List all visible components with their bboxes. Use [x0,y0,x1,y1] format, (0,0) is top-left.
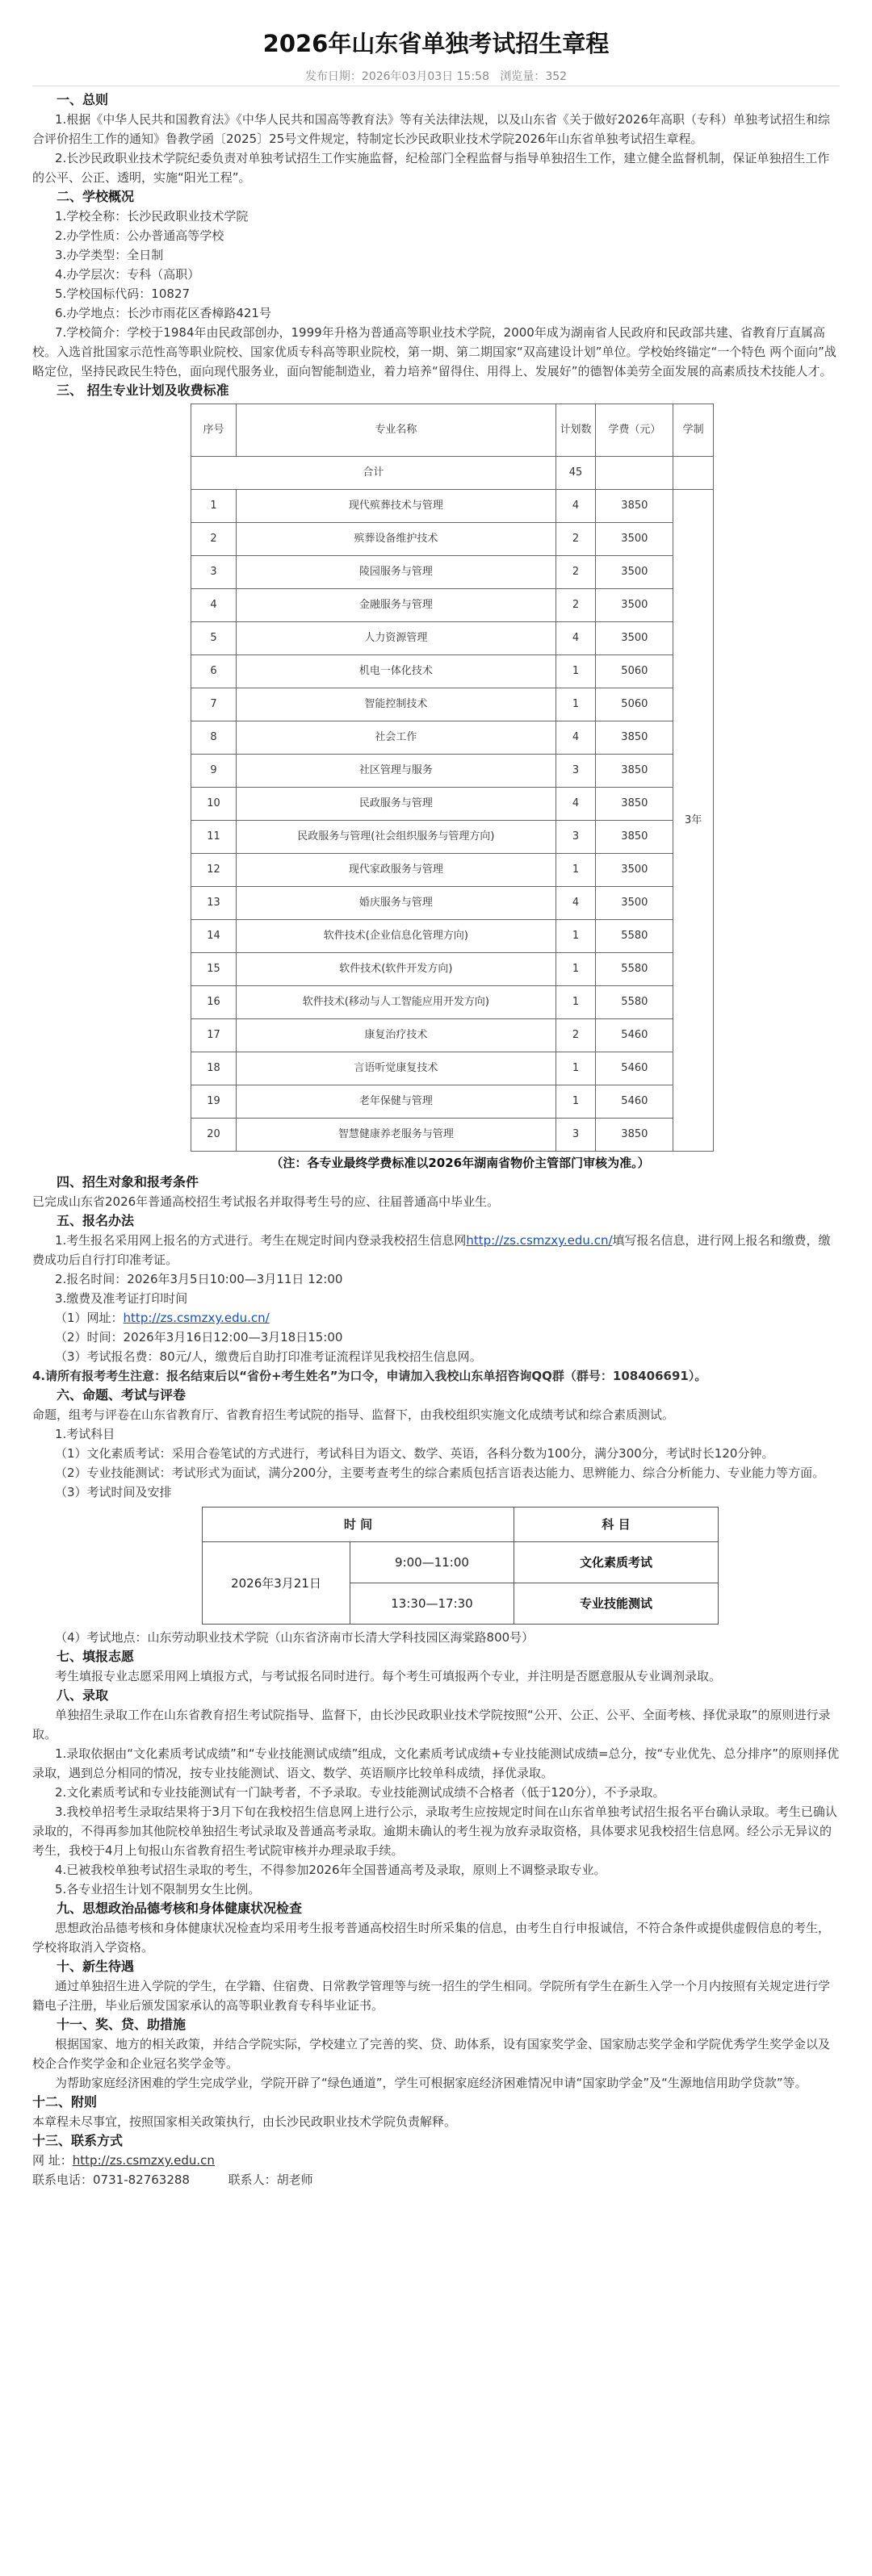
row-plan: 1 [555,655,596,688]
section-heading: 三、 招生专业计划及收费标准 [57,383,229,398]
row-plan: 1 [555,953,596,986]
row-no: 4 [191,589,237,622]
row-plan: 4 [555,788,596,821]
row-name: 老年保健与管理 [236,1085,555,1119]
article-meta [0,68,872,84]
row-fee: 5460 [596,1019,673,1052]
paragraph: 根据国家、地方的相关政策，并结合学院实际，学校建立了完善的奖、贷、助体系，设有国家奖学金、国家励志奖学金和学院优秀学生奖学金以及校企合作奖学金和企业冠名奖学金等。 [32,2037,831,2071]
paragraph: （4）考试地点：山东劳动职业技术学院（山东省济南市长清大学科技园区海棠路800号） [55,1630,535,1645]
row-name: 言语听觉康复技术 [236,1052,555,1085]
school-info-item: 2.办学性质：公办普通高等学校 [55,228,224,243]
row-no: 13 [191,887,237,920]
row-name: 软件技术(企业信息化管理方向) [236,920,555,953]
paragraph: 思想政治品德考核和身体健康状况检查均采用考生报考普通高校招生时所采集的信息，由考生自行申报诚信，不符合条件或提供虚假信息的考生，学校将取消入学资格。 [32,1921,831,1955]
row-no: 17 [191,1019,237,1052]
paragraph: 2.报名时间：2026年3月5日10:00—3月11日 12:00 [55,1272,343,1286]
table-row [191,986,714,1019]
enrollment-plan-table [191,404,714,1152]
exam-schedule-table [202,1507,719,1625]
section-heading: 十、新生待遇 [57,1959,135,1974]
exam-slot: 13:30—17:30 [350,1583,514,1625]
row-plan: 3 [555,821,596,854]
paragraph: 为帮助家庭经济困难的学生完成学业，学院开辟了“绿色通道”，学生可根据家庭经济困难情况申请“国家助学金”及“生源地信用助学贷款”等。 [55,2076,807,2090]
row-name: 金融服务与管理 [236,589,555,622]
row-name: 社区管理与服务 [236,755,555,788]
paragraph: 命题，组考与评卷在山东省教育厅、省教育招生考试院的指导、监督下，由我校组织实施文化成绩考试和综合素质测试。 [32,1407,675,1422]
school-info-item: 6.办学地点：长沙市雨花区香樟路421号 [55,306,271,320]
paragraph: 2.长沙民政职业技术学院纪委负责对单独考试招生工作实施监督，纪检部门全程监督与指导单独招生工作，建立健全监督机制，保证单独招生工作的公平、公正、透明，实施“阳光工程”。 [32,151,830,185]
row-no: 18 [191,1052,237,1085]
qq-group-notice: 4.请所有报考考生注意：报名结束后以“省份+考生姓名”为口令，申请加入我校山东单招咨询QQ群（群号：108406691）。 [32,1369,707,1383]
total-plan: 45 [555,457,596,490]
row-no: 20 [191,1119,237,1152]
row-name: 现代家政服务与管理 [236,854,555,887]
table-row [191,556,714,589]
paragraph: 1.根据《中华人民共和国教育法》《中华人民共和国高等教育法》等有关法律法规，以及山东省《关于做好2026年高职（专科）单独考试招生和综合评价招生工作的通知》鲁教学函〔2025〕25号文件规定，特制定长沙民政职业技术学院2026年山东省单独考试招生章程。 [32,112,830,146]
row-name: 智慧健康养老服务与管理 [236,1119,555,1152]
row-plan: 1 [555,920,596,953]
row-name: 现代殡葬技术与管理 [236,490,555,523]
row-fee: 3500 [596,589,673,622]
row-fee: 5060 [596,688,673,721]
row-name: 机电一体化技术 [236,655,555,688]
row-plan: 4 [555,887,596,920]
row-no: 15 [191,953,237,986]
row-no: 16 [191,986,237,1019]
row-name: 软件技术(软件开发方向) [236,953,555,986]
school-info-item: 4.办学层次：专科（高职） [55,267,200,282]
paragraph: 5.各专业招生计划不限制男女生比例。 [55,1882,261,1896]
table-row [191,854,714,887]
row-fee: 3850 [596,755,673,788]
row-no: 12 [191,854,237,887]
table-header-row [191,404,714,457]
paragraph [32,1231,840,1269]
paragraph: 单独招生录取工作在山东省教育招生考试院指导、监督下，由长沙民政职业技术学院按照“公开、公正、公平、全面考核、择优录取”的原则进行录取。 [32,1708,831,1742]
paragraph: 已完成山东省2026年普通高校招生考试报名并取得考生号的应、往届普通高中毕业生。 [32,1194,500,1209]
paragraph: 考生填报专业志愿采用网上填报方式，与考试报名同时进行。每个考生可填报两个专业，并注明是否愿意服从专业调剂录取。 [55,1669,722,1683]
row-fee: 5580 [596,953,673,986]
row-name: 智能控制技术 [236,688,555,721]
row-fee: 5060 [596,655,673,688]
fee-note: （注：各专业最终学费标准以2026年湖南省物价主管部门审核为准。） [270,1156,650,1170]
row-name: 康复治疗技术 [236,1019,555,1052]
view-count: 352 [545,70,568,83]
row-fee: 3500 [596,523,673,556]
paragraph: 通过单独招生进入学院的学生，在学籍、住宿费、日常教学管理等与统一招生的学生相同。学院所有学生在新生入学一个月内按照有关规定进行学籍电子注册，毕业后颁发国家承认的高等职业教育专科毕业证书。 [32,1979,831,2013]
paragraph: 4.已被我校单独考试招生录取的考生，不得参加2026年全国普通高考及录取，原则上不调整录取专业。 [55,1863,606,1877]
table-row [191,1019,714,1052]
paragraph: 1.录取依据由“文化素质考试成绩”和“专业技能测试成绩”组成，文化素质考试成绩+专业技能测试成绩=总分，按“专业优先、总分排序”的原则择优录取，遇到总分相同的情况，按专业技能测试、语文、数学、英语顺序比较单科成绩，择优录取。 [32,1746,840,1780]
paragraph: 本章程未尽事宜，按照国家相关政策执行，由长沙民政职业技术学院负责解释。 [32,2114,457,2129]
plan-rows [191,490,714,1152]
col-header-plan: 计划数 [555,404,596,457]
row-fee: 3500 [596,556,673,589]
section-heading: 二、学校概况 [57,189,135,204]
col-header-name: 专业名称 [236,404,555,457]
table-row [191,655,714,688]
section-heading: 七、填报志愿 [57,1649,135,1664]
text: 1.考生报名采用网上报名的方式进行。考生在规定时间内登录我校招生信息网 [55,1233,467,1248]
paragraph: （3）考试报名费：80元/人，缴费后自助打印准考证流程详见我校招生信息网。 [55,1349,482,1364]
table-row [191,622,714,655]
contact-person: 胡老师 [276,2172,313,2187]
row-name: 民政服务与管理 [236,788,555,821]
row-name: 陵园服务与管理 [236,556,555,589]
table-total-row [191,457,714,490]
payment-link[interactable]: http://zs.csmzxy.edu.cn/ [123,1311,270,1325]
row-plan: 1 [555,986,596,1019]
row-plan: 4 [555,490,596,523]
row-no: 14 [191,920,237,953]
publish-date-label: 发布日期： [304,70,362,83]
row-fee: 3850 [596,788,673,821]
paragraph [32,1308,840,1328]
contact-phone-line [32,2170,840,2189]
section-heading: 八、录取 [57,1687,109,1703]
exam-date: 2026年3月21日 [203,1542,350,1625]
table-row [191,490,714,523]
table-row [191,953,714,986]
row-fee: 3500 [596,854,673,887]
school-info-item: 1.学校全称：长沙民政职业技术学院 [55,209,249,224]
row-plan: 2 [555,1019,596,1052]
row-plan: 1 [555,688,596,721]
paragraph: （2）时间：2026年3月16日12:00—3月18日15:00 [55,1330,343,1344]
exam-subject: 专业技能测试 [514,1583,719,1625]
exam-header-subject: 科 目 [514,1508,719,1542]
page-title: 2026年山东省单独考试招生章程 [262,30,610,57]
row-no: 3 [191,556,237,589]
table-row [191,821,714,854]
paragraph: 3.我校单招考生录取结果将于3月下旬在我校招生信息网上进行公示，录取考生应按规定时间在山东省单独考试招生报名平台确认录取。考生已确认录取的，不得再参加其他院校单独招生考试录取及普通高考录取。逾期未确认的考生视为放弃录取资格，具体要求见我校招生信息网。经公示无异议的考生，我校于4月上旬报山东省教育招生考试院审核并办理录取手续。 [32,1804,837,1858]
row-plan: 2 [555,589,596,622]
row-plan: 1 [555,1085,596,1119]
table-row [191,1085,714,1119]
duration-cell: 3年 [673,490,714,1152]
views-label: 浏览量： [500,70,546,83]
row-fee: 3500 [596,622,673,655]
row-plan: 4 [555,622,596,655]
table-row [191,887,714,920]
row-no: 10 [191,788,237,821]
row-plan: 2 [555,556,596,589]
row-no: 9 [191,755,237,788]
row-no: 11 [191,821,237,854]
row-name: 软件技术(移动与人工智能应用开发方向) [236,986,555,1019]
exam-header-time: 时 间 [203,1508,514,1542]
row-name: 社会工作 [236,721,555,755]
row-fee: 5460 [596,1052,673,1085]
table-row [191,523,714,556]
table-row [191,1052,714,1085]
row-no: 6 [191,655,237,688]
paragraph: （1）文化素质考试：采用合卷笔试的方式进行，考试科目为语文、数学、英语，各科分数为100分，满分300分，考试时长120分钟。 [55,1446,774,1461]
col-header-duration: 学制 [673,404,714,457]
row-no: 1 [191,490,237,523]
row-fee: 5460 [596,1085,673,1119]
text: 联系人： [228,2172,277,2187]
row-name: 民政服务与管理(社会组织服务与管理方向) [236,821,555,854]
exam-slot: 9:00—11:00 [350,1542,514,1583]
row-plan: 3 [555,755,596,788]
paragraph: 3.缴费及准考证打印时间 [55,1291,188,1306]
table-row [191,589,714,622]
table-row [191,1119,714,1152]
section-heading: 一、总则 [57,92,109,107]
row-plan: 4 [555,721,596,755]
school-info-item: 3.办学类型：全日制 [55,248,164,262]
row-plan: 1 [555,1052,596,1085]
row-no: 2 [191,523,237,556]
row-name: 人力资源管理 [236,622,555,655]
contact-website [32,2151,840,2170]
section-heading: 六、命题、考试与评卷 [57,1387,187,1403]
row-no: 7 [191,688,237,721]
total-label: 合计 [191,457,556,490]
row-no: 5 [191,622,237,655]
paragraph: （2）专业技能测试：考试形式为面试，满分200分，主要考查考生的综合素质包括言语表达能力、思辨能力、综合分析能力、专业能力等方面。 [55,1466,825,1480]
row-no: 8 [191,721,237,755]
row-no: 19 [191,1085,237,1119]
row-name: 殡葬设备维护技术 [236,523,555,556]
section-heading: 五、报名办法 [57,1213,135,1228]
section-heading: 四、招生对象和报考条件 [57,1174,199,1190]
row-fee: 3850 [596,821,673,854]
section-heading: 十二、附则 [32,2094,98,2110]
school-info-item: 5.学校国标代码：10827 [55,286,191,301]
row-plan: 1 [555,854,596,887]
paragraph: 1.考试科目 [55,1427,115,1441]
row-name: 婚庆服务与管理 [236,887,555,920]
article-body [32,90,840,2189]
row-fee: 5580 [596,986,673,1019]
text: 网 址： [32,2153,73,2168]
publish-date: 2026年03月03日 15:58 [361,70,489,83]
table-row [191,688,714,721]
paragraph: （3）考试时间及安排 [55,1485,172,1499]
row-fee: 3850 [596,490,673,523]
col-header-no: 序号 [191,404,237,457]
section-heading: 十三、联系方式 [32,2133,124,2148]
text: （1）网址： [55,1311,124,1325]
section-heading: 十一、奖、贷、助措施 [57,2017,187,2032]
row-fee: 5580 [596,920,673,953]
row-fee: 3850 [596,1119,673,1152]
table-row [191,755,714,788]
school-intro: 7.学校简介：学校于1984年由民政部创办，1999年升格为普通高等职业技术学院，2000年成为湖南省人民政府和民政部共建、省教育厅直属高校。入选首批国家示范性高等职业院校、国家优质专科高等职业院校，第一期、第二期国家“双高建设计划”单位。学校始终锚定“一个特色 两个面向”战略定位，坚持民政民生特色，面向现代服务业，面向智能制造业，着力培养“留得住、用得上、发展好”的德智体美劳全面发展的高素质技术技能人才。 [32,325,836,378]
table-row [191,920,714,953]
row-plan: 3 [555,1119,596,1152]
text: 填写报名信息，进行网上报名和缴费，缴费成功后自行打印准考证。 [32,1233,831,1267]
row-plan: 2 [555,523,596,556]
exam-subject: 文化素质考试 [514,1542,719,1583]
website-link[interactable]: http://zs.csmzxy.edu.cn [72,2153,215,2168]
table-row [191,788,714,821]
registration-link[interactable]: http://zs.csmzxy.edu.cn/ [466,1233,613,1248]
row-fee: 3500 [596,887,673,920]
table-row [191,721,714,755]
col-header-fee: 学费（元） [596,404,673,457]
contact-phone: 0731-82763288 [93,2172,190,2187]
text: 联系电话： [32,2172,94,2187]
paragraph: 2.文化素质考试和专业技能测试有一门缺考者，不予录取。专业技能测试成绩不合格者（低于120分），不予录取。 [55,1785,665,1800]
section-heading: 九、思想政治品德考核和身体健康状况检查 [57,1901,303,1916]
row-fee: 3850 [596,721,673,755]
